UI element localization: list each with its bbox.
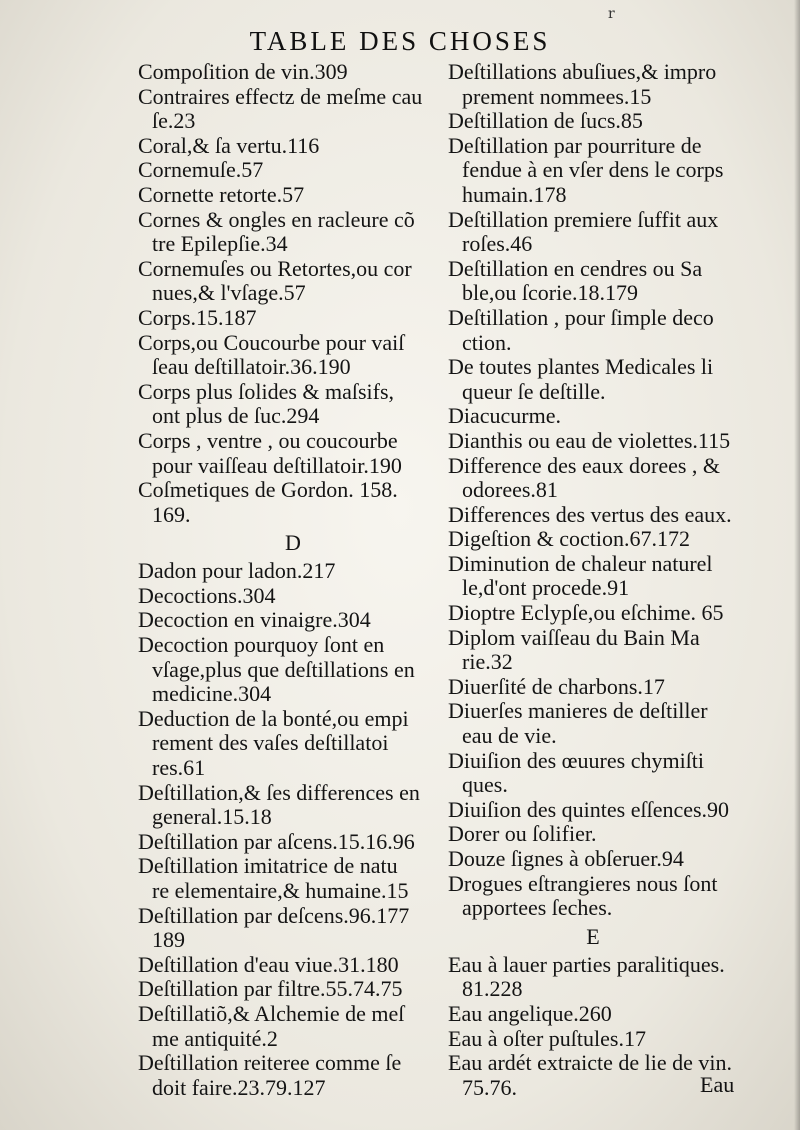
entry-continuation: rie.32: [462, 649, 513, 675]
index-entry: [138, 60, 438, 85]
entry-continuation: 75.76.: [462, 1074, 517, 1100]
entry-line: Diacucurme.: [448, 403, 561, 429]
index-entry: [448, 355, 738, 404]
entry-line: Eau à lauer parties paralitiques.: [448, 951, 725, 977]
entry-continuation: apportees ſeches.: [462, 895, 613, 921]
index-entry: [138, 559, 438, 584]
entry-line: Diuerſité de charbons.17: [448, 673, 665, 699]
entry-line: Deſtillation,& ſes differences en: [138, 779, 420, 805]
index-entry: [138, 380, 438, 429]
entry-continuation: doit faire.23.79.127: [152, 1074, 326, 1100]
entry-line: Deſtillatiõ,& Alchemie de meſ: [138, 1000, 405, 1026]
left-column: [138, 60, 438, 1100]
entry-line: Douze ſignes à obſeruer.94: [448, 846, 684, 871]
index-entry: [448, 306, 738, 355]
entry-continuation: 81.228: [462, 976, 523, 1002]
entry-line: Deduction de la bonté,ou empi: [138, 705, 409, 731]
index-entry: [138, 478, 438, 527]
entry-line: Drogues eſtrangieres nous ſont: [448, 870, 718, 896]
index-entry: [448, 1002, 738, 1027]
index-entry: [138, 830, 438, 855]
entry-continuation: ont plus de ſuc.294: [152, 403, 320, 429]
index-entry: [138, 1051, 438, 1100]
entry-line: Cornes & ongles en racleure cõ: [138, 206, 415, 232]
entry-line: Decoctions.304: [138, 582, 276, 608]
entry-line: Diuiſion des œuures chymiſti: [448, 747, 705, 773]
index-entry: [448, 109, 738, 134]
index-entry: [138, 707, 438, 781]
entry-line: Dadon pour ladon.217: [138, 558, 336, 584]
entry-continuation: ſeau deſtillatoir.36.190: [152, 354, 351, 380]
entry-line: Deſtillation imitatrice de natu: [138, 853, 398, 879]
entry-line: Dorer ou ſolifier.: [448, 821, 597, 847]
index-entry: [448, 527, 738, 552]
index-entry: [448, 872, 738, 921]
entry-continuation: rement des vaſes deſtillatoi: [152, 730, 389, 756]
entry-line: Differences des vertus des eaux.: [448, 501, 732, 527]
index-entry: [448, 404, 738, 429]
index-entry: [448, 1051, 738, 1100]
entry-line: Decoction pourquoy ſont en: [138, 632, 385, 658]
entry-continuation: re elementaire,& humaine.15: [152, 878, 409, 903]
entry-line: Deſtillation par filtre.55.74.75: [138, 976, 403, 1002]
entry-continuation: medicine.304: [152, 681, 272, 707]
entry-line: Coral,& ſa vertu.116: [138, 132, 320, 158]
entry-continuation: general.15.18: [152, 804, 272, 830]
index-entry: [448, 798, 738, 823]
entry-continuation: nues,& l'vſage.57: [152, 280, 306, 306]
entry-line: Deſtillation en cendres ou Sa: [448, 255, 703, 281]
section-letter: E: [586, 923, 600, 949]
entry-continuation: 189: [152, 927, 185, 953]
entry-line: Eau à oſter puſtules.17: [448, 1025, 646, 1051]
index-entry: [138, 257, 438, 306]
index-entry: [448, 208, 738, 257]
entry-continuation: pour vaiſſeau deſtillatoir.190: [152, 452, 402, 478]
index-entry: [138, 1002, 438, 1051]
entry-line: Diuiſion des quintes eſſences.90: [448, 796, 730, 822]
entry-line: Decoction en vinaigre.304: [138, 607, 371, 633]
index-entry: [138, 781, 438, 830]
index-entry: [138, 208, 438, 257]
entry-continuation: 169.: [152, 501, 191, 527]
entry-line: Corps plus ſolides & maſsifs,: [138, 378, 395, 404]
entry-line: Corps.15.187: [138, 304, 257, 330]
entry-continuation: humain.178: [462, 181, 567, 207]
entry-continuation: odorees.81: [462, 477, 558, 503]
entry-line: Corps,ou Coucourbe pour vaiſ: [138, 329, 405, 355]
index-entry: [138, 183, 438, 208]
entry-line: Contraires effectz de meſme cau: [138, 83, 423, 109]
entry-continuation: ble,ou ſcorie.18.179: [462, 280, 638, 306]
index-entry: [138, 854, 438, 903]
page-mark: r: [608, 6, 615, 22]
entry-continuation: queur ſe deſtille.: [462, 378, 606, 404]
entry-line: Deſtillation , pour ſimple deco: [448, 304, 714, 330]
entry-line: Eau ardét extraicte de lie de vin.: [448, 1050, 733, 1076]
entry-line: Deſtillation de ſucs.85: [448, 108, 643, 134]
entry-line: Deſtillation par aſcens.15.16.96: [138, 828, 415, 854]
page-edge-shadow: [794, 0, 800, 1130]
entry-line: Cornemuſe.57: [138, 157, 264, 183]
entry-line: Cornemuſes ou Retortes,ou cor: [138, 255, 412, 281]
index-entry: [448, 601, 738, 626]
entry-line: De toutes plantes Medicales li: [448, 354, 714, 380]
section-letter: D: [285, 530, 301, 556]
index-entry: [138, 158, 438, 183]
index-entry: [448, 953, 738, 1002]
entry-line: Deſtillations abuſiues,& impro: [448, 59, 717, 84]
entry-line: Deſtillation par deſcens.96.177: [138, 902, 410, 928]
index-entry: [448, 822, 738, 847]
catchword: Eau: [700, 1072, 735, 1097]
index-entry: [448, 1027, 738, 1052]
index-entry: [138, 633, 438, 707]
index-entry: [138, 904, 438, 953]
entry-continuation: me antiquité.2: [152, 1025, 278, 1051]
index-entry: [138, 953, 438, 978]
entry-line: Diminution de chaleur naturel: [448, 550, 713, 576]
entry-line: Dioptre Eclypſe,ou eſchime. 65: [448, 600, 724, 626]
index-entry: [448, 134, 738, 208]
entry-continuation: roſes.46: [462, 231, 533, 257]
index-entry: [138, 306, 438, 331]
entry-continuation: eau de vie.: [462, 723, 557, 749]
index-entry: [448, 626, 738, 675]
index-entry: [448, 429, 738, 454]
entry-continuation: res.61: [152, 755, 206, 781]
entry-continuation: ques.: [462, 772, 508, 798]
index-entry: [138, 608, 438, 633]
entry-line: Digeſtion & coction.67.172: [448, 526, 690, 552]
index-entry: [138, 331, 438, 380]
index-entry: [448, 503, 738, 528]
right-column: [448, 60, 738, 1100]
entry-line: Deſtillation premiere ſuffit aux: [448, 206, 719, 232]
index-entry: [448, 675, 738, 700]
entry-continuation: fendue à en vſer dens le corps: [462, 157, 724, 183]
entry-line: Compoſition de vin.309: [138, 59, 348, 84]
entry-line: Difference des eaux dorees , &: [448, 452, 721, 478]
entry-line: Eau angelique.260: [448, 1000, 612, 1026]
entry-continuation: le,d'ont procede.91: [462, 575, 630, 601]
entry-line: Coſmetiques de Gordon. 158.: [138, 477, 398, 503]
entry-line: Deſtillation reiteree comme ſe: [138, 1050, 402, 1076]
index-entry: [448, 699, 738, 748]
entry-line: Cornette retorte.57: [138, 181, 305, 207]
index-entry: [138, 85, 438, 134]
page-title: TABLE DES CHOSES: [249, 26, 551, 56]
index-entry: [448, 847, 738, 872]
entry-line: Deſtillation par pourriture de: [448, 132, 702, 158]
index-entry: [448, 749, 738, 798]
entry-line: Corps , ventre , ou coucourbe: [138, 427, 398, 453]
entry-continuation: vſage,plus que deſtillations en: [152, 656, 415, 682]
entry-line: Dianthis ou eau de violettes.115: [448, 427, 731, 453]
index-entry: [138, 429, 438, 478]
index-entry: [448, 257, 738, 306]
entry-line: Diuerſes manieres de deſtiller: [448, 698, 708, 724]
entry-continuation: ction.: [462, 329, 512, 355]
entry-line: Deſtillation d'eau viue.31.180: [138, 951, 399, 977]
entry-line: Diplom vaiſſeau du Bain Ma: [448, 624, 700, 650]
index-entry: [138, 134, 438, 159]
index-entry: [448, 60, 738, 109]
index-entry: [138, 584, 438, 609]
entry-continuation: tre Epilepſie.34: [152, 231, 288, 257]
entry-continuation: prement nommees.15: [462, 83, 652, 109]
entry-continuation: ſe.23: [152, 108, 196, 134]
index-entry: [138, 977, 438, 1002]
index-entry: [448, 454, 738, 503]
index-entry: [448, 552, 738, 601]
